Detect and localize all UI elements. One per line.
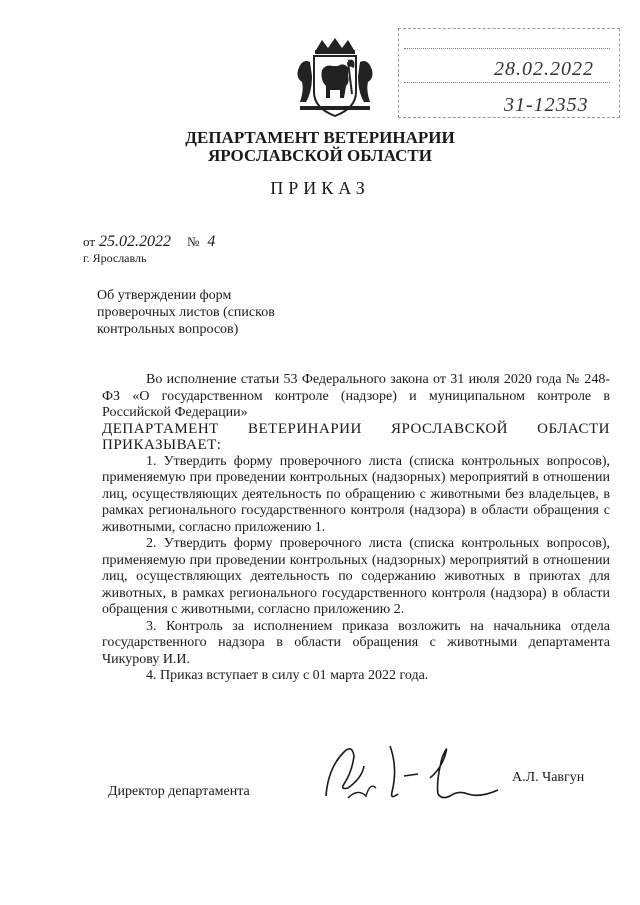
order-body [102,372,610,685]
preamble-paragraph: Во исполнение статьи 53 Федерального закона от 31 июля 2020 года № 248-ФЗ «О государственном контроле (надзоре) и муниципальном контроле в Российской Федерации» [102,372,610,420]
subject-line: Об утверждении форм [97,288,232,303]
order-item-1: 1. Утвердить форму проверочного листа (списка контрольных вопросов), применяемую при проведении контрольных (надзорных) мероприятий в отношении лиц, осуществляющих деятельность по обращению с животными без владельцев, в рамках регионального государственного контроля (надзора) в области обращения с животными, согласно приложению 1. [102,453,610,535]
subject-line: проверочных листов (списков [97,305,275,320]
organization-name-line2: ЯРОСЛАВСКОЙ ОБЛАСТИ [208,146,432,165]
order-date-number-row [83,233,231,251]
subject-line: контрольных вопросов) [97,322,239,337]
order-date: 25.02.2022 [99,233,172,250]
registration-stamp [398,28,622,120]
orders-keyword: ПРИКАЗЫВАЕТ: [102,436,222,453]
stamp-registration-number: 31-12353 [504,94,589,116]
stamp-registration-date: 28.02.2022 [494,58,594,80]
handwritten-signature [318,738,502,806]
city-label: г. Ярославль [83,251,147,265]
signatory-name: А.Л. Чавгун [512,770,585,785]
number-prefix: № [187,234,200,249]
department-orders-heading: ДЕПАРТАМЕНТ ВЕТЕРИНАРИИ ЯРОСЛАВСКОЙ ОБЛАСТИ [102,420,610,437]
signatory-position: Директор департамента [108,784,250,799]
stamp-divider-line [404,82,610,83]
document-title: ПРИКАЗ [270,178,370,198]
order-item-4: 4. Приказ вступает в силу с 01 марта 2022 года. [146,668,429,683]
stamp-header-line [404,48,610,49]
order-number: 4 [207,233,216,250]
order-item-3: 3. Контроль за исполнением приказа возложить на начальника отдела государственного надзора в области обращения с животными департамента Чикурову И.И. [102,618,610,667]
organization-name-line1: ДЕПАРТАМЕНТ ВЕТЕРИНАРИИ [185,128,455,147]
order-subject [97,287,275,338]
date-prefix: от [83,234,96,249]
coat-of-arms-emblem [292,36,378,120]
order-item-2: 2. Утвердить форму проверочного листа (списка контрольных вопросов), применяемую при проведении контрольных (надзорных) мероприятий в отношении лиц, осуществляющих деятельность по содержанию животных в приютах для животных, в рамках регионального государственного контроля (надзора) в области обращения с животными, согласно приложению 2. [102,536,610,617]
